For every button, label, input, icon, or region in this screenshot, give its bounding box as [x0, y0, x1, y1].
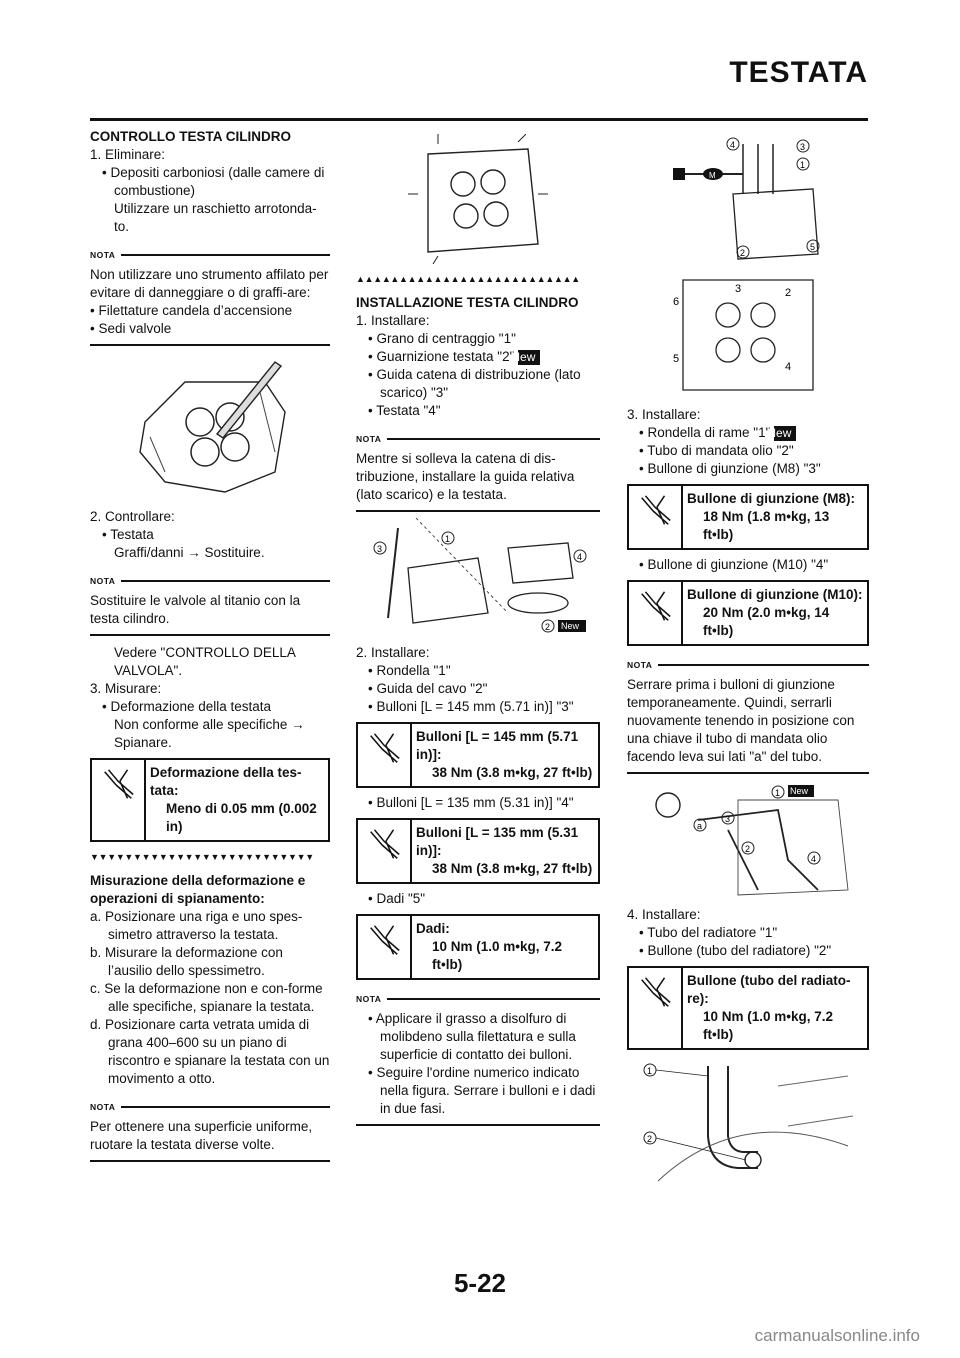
spec-box: [627, 966, 869, 1050]
column-2: [356, 128, 600, 1126]
step: 2. Installare:: [356, 645, 430, 660]
wrench-icon: [629, 486, 683, 548]
radiator-pipe-figure: [638, 1056, 858, 1186]
page-number: 5-22: [453, 1268, 507, 1298]
spec-value: Meno di 0.05 mm (0.002 in): [166, 801, 317, 834]
header-rule: [90, 118, 868, 121]
figure-callout: 2: [647, 1134, 653, 1144]
column-3: [627, 128, 869, 1192]
step: 4. Installare:: [627, 907, 701, 922]
spec-value: 38 Nm (3.8 m•kg, 27 ft•lb): [432, 861, 593, 876]
spec-title: Dadi:: [416, 921, 450, 936]
bullet: • Bullone di giunzione (M10) "4": [639, 557, 829, 572]
note-label: NOTA: [356, 430, 600, 448]
wrench-icon: [92, 760, 146, 840]
note-box: [356, 430, 600, 512]
figure-callout: 2: [545, 622, 551, 632]
note-text: Serrare prima i bulloni di giunzione temporaneamente. Quindi, serrarli nuovamente tenendo in posizione con una chiave il tubo di mandata olio facendo leva sui lati "a" del tubo.: [627, 677, 855, 764]
figure-callout: 3: [800, 142, 806, 152]
step: 3. Misurare:: [90, 681, 162, 696]
oil-pipe-side-figure: [638, 780, 858, 900]
note-label: NOTA: [90, 572, 330, 590]
figure-label: M: [709, 171, 716, 180]
figure-callout: 2: [745, 844, 751, 854]
bolt-order-top-view-figure: [673, 270, 823, 400]
spec-box: [90, 758, 330, 842]
note-box: [90, 1098, 330, 1162]
subsection-heading: Misurazione della deformazione e operazioni di spianamento:: [90, 873, 306, 906]
note-text: Mentre si solleva la catena di dis-tribuzione, installare la guida relativa (lato scarico) e la testata.: [356, 451, 575, 502]
figure-callout: 1: [800, 160, 806, 170]
spec-title: Bullone di giunzione (M8):: [687, 491, 855, 506]
substep: d. Posizionare carta vetrata umida di grana 400–600 su un piano di riscontro e spianare la testata con un movimento a otto.: [90, 1017, 330, 1086]
figure-label: 4: [785, 361, 792, 373]
spec-value: 20 Nm (2.0 m•kg, 14 ft•lb): [703, 605, 830, 638]
spec-value: 10 Nm (1.0 m•kg, 7.2 ft•lb): [703, 1009, 834, 1042]
spec-value: 10 Nm (1.0 m•kg, 7.2 ft•lb): [432, 939, 563, 972]
spec-value: 18 Nm (1.8 m•kg, 13 ft•lb): [703, 509, 830, 542]
new-badge: New: [774, 426, 796, 441]
figure-callout: 4: [811, 854, 817, 864]
note-label: NOTA: [356, 990, 600, 1008]
figure-callout: 4: [577, 552, 583, 562]
figure-callout: 3: [725, 814, 731, 824]
bullet: • Testata: [102, 527, 154, 542]
figure-callout: 4: [730, 140, 736, 150]
spec-box: [627, 484, 869, 550]
note-bullet: • Seguire l'ordine numerico indicato nella figura. Serrare i bulloni e i dadi in due fasi.: [368, 1065, 596, 1116]
head-installation-figure: [368, 518, 588, 638]
bullet: • Deformazione della testata: [102, 699, 272, 714]
note-box: [356, 990, 600, 1126]
section-heading: INSTALLAZIONE TESTA CILINDRO: [356, 295, 579, 310]
step: 3. Installare:: [627, 407, 701, 422]
wrench-icon: [358, 724, 412, 786]
note-box: [90, 572, 330, 636]
triangle-divider-up: ▲▲▲▲▲▲▲▲▲▲▲▲▲▲▲▲▲▲▲▲▲▲▲▲▲▲: [356, 274, 580, 284]
spec-value: 38 Nm (3.8 m•kg, 27 ft•lb): [432, 765, 593, 780]
figure-callout: a: [697, 821, 703, 831]
step-note: Graffi/danni → Sostituire.: [114, 545, 265, 560]
substep: b. Misurare la deformazione con l’ausilio dello spessimetro.: [90, 945, 283, 978]
note-text: Sostituire le valvole al titanio con la testa cilindro.: [90, 593, 301, 626]
bullet: • Guida catena di distribuzione (lato scarico) "3": [368, 367, 581, 400]
figure-callout: 3: [377, 544, 383, 554]
cylinder-head-bolt-order-figure: [408, 134, 548, 264]
step-note: Non conforme alle specifiche → Spianare.: [114, 717, 305, 750]
bullet: • Testata "4": [368, 403, 441, 418]
new-badge: New: [561, 621, 580, 631]
spec-box: [356, 818, 600, 884]
bullet: • Bulloni [L = 145 mm (5.71 in)] "3": [368, 699, 574, 714]
step: 1. Eliminare:: [90, 147, 166, 162]
bullet: • Depositi carboniosi (dalle camere di combustione): [102, 165, 325, 198]
reference-text: Vedere "CONTROLLO DELLA VALVOLA".: [114, 645, 296, 678]
triangle-divider-down: ▼▼▼▼▼▼▼▼▼▼▼▼▼▼▼▼▼▼▼▼▼▼▼▼▼▼: [90, 852, 314, 862]
bullet: • Tubo del radiatore "1": [639, 925, 778, 940]
bullet: • Dadi "5": [368, 891, 426, 906]
spec-title: Bullone di giunzione (M10):: [687, 587, 863, 602]
figure-callout: 1: [445, 534, 451, 544]
section-heading: CONTROLLO TESTA CILINDRO: [90, 129, 291, 144]
bullet: • Tubo di mandata olio "2": [639, 443, 794, 458]
note-box: [627, 656, 869, 774]
spec-box: [356, 722, 600, 788]
spec-box: [627, 580, 869, 646]
bullet: • Rondella "1": [368, 663, 451, 678]
bullet: • Bullone (tubo del radiatore) "2": [639, 943, 832, 958]
new-badge: New: [518, 350, 540, 365]
note-text: Non utilizzare uno strumento affilato per evitare di danneggiare o di graffi-are:: [90, 267, 329, 300]
figure-callout: 5: [810, 242, 816, 252]
wrench-icon: [358, 916, 412, 978]
page-title: TESTATA: [729, 56, 868, 89]
wrench-icon: [629, 582, 683, 644]
cylinder-head-scraper-figure: [125, 352, 295, 502]
note-label: NOTA: [627, 656, 869, 674]
figure-label: 2: [785, 287, 792, 299]
bullet: • Bullone di giunzione (M8) "3": [639, 461, 821, 476]
note-box: [90, 246, 330, 346]
spec-title: Bulloni [L = 145 mm (5.71 in)]:: [416, 729, 579, 762]
substep: c. Se la deformazione non e con-forme alle specifiche, spianare la testata.: [90, 981, 323, 1014]
substep: a. Posizionare una riga e uno spes-simetro attraverso la testata.: [90, 909, 303, 942]
figure-label: 3: [735, 283, 742, 295]
oil-delivery-pipe-figure: [673, 134, 823, 264]
bullet: • Rondella di rame "1"New: [627, 424, 869, 442]
step: 2. Controllare:: [90, 509, 175, 524]
step-note: Utilizzare un raschietto arrotonda-to.: [114, 201, 317, 234]
spec-title: Bulloni [L = 135 mm (5.31 in)]:: [416, 825, 579, 858]
spec-box: [356, 914, 600, 980]
step: 1. Installare:: [356, 313, 430, 328]
note-bullet: • Sedi valvole: [90, 321, 172, 336]
column-1: [90, 128, 330, 1162]
note-text: Per ottenere una superficie uniforme, ruotare la testata diverse volte.: [90, 1119, 313, 1152]
watermark: carmanualsonline.info: [754, 1326, 920, 1345]
figure-callout: 2: [740, 248, 746, 258]
note-bullet: • Filettature candela d’accensione: [90, 303, 293, 318]
new-badge: New: [790, 786, 809, 796]
note-bullet: • Applicare il grasso a disolfuro di molibdeno sulla filettatura e sulla superficie di contatto dei bulloni.: [368, 1011, 576, 1062]
wrench-icon: [629, 968, 683, 1048]
figure-label: 5: [673, 353, 680, 365]
bullet: • Guarnizione testata "2"New: [356, 348, 600, 366]
bullet: • Grano di centraggio "1": [368, 331, 516, 346]
bullet: • Bulloni [L = 135 mm (5.31 in)] "4": [368, 795, 574, 810]
figure-callout: 1: [647, 1066, 653, 1076]
wrench-icon: [358, 820, 412, 882]
bullet: • Guida del cavo "2": [368, 681, 488, 696]
spec-title: Deformazione della tes-tata:: [150, 765, 302, 798]
figure-label: 6: [673, 296, 680, 308]
note-label: NOTA: [90, 246, 330, 264]
note-label: NOTA: [90, 1098, 330, 1116]
figure-callout: 1: [775, 788, 781, 798]
spec-title: Bullone (tubo del radiato-re):: [687, 973, 851, 1006]
